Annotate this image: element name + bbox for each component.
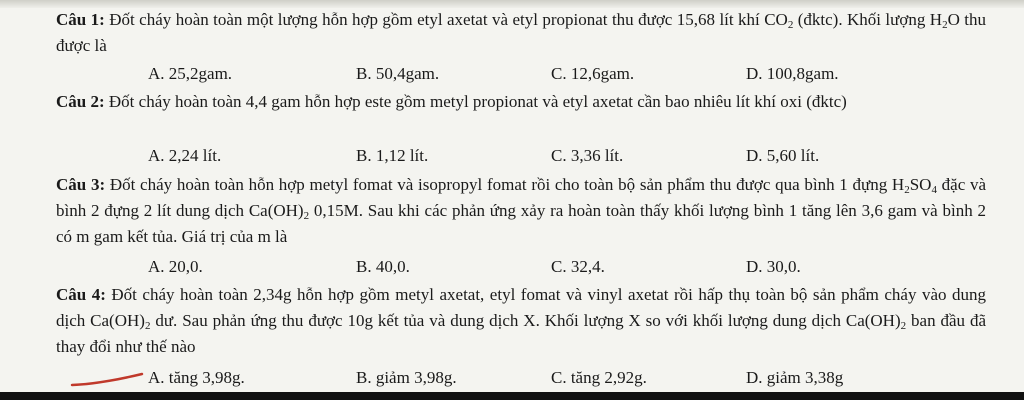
answers-2 [148,144,988,168]
answer-option-d[interactable]: D. 5,60 lít. [746,146,820,165]
question-text: 0,15M. Sau khi các phản ứng xảy ra hoàn toàn thấy khối lượng bình 1 tăng lên 3,6 gam và bình 2 có m gam kết tủa. Giá trị của m là [56,201,986,246]
question-2 [56,89,986,115]
answer-option-a[interactable]: A. 20,0. [148,257,203,276]
answer-option-b[interactable]: B. 1,12 lít. [356,146,429,165]
answer-option-d[interactable]: D. 100,8gam. [746,64,839,83]
answer-option-d[interactable]: D. giảm 3,38g [746,368,844,387]
subscript: 4 [931,184,937,196]
answer-option-c[interactable]: C. 12,6gam. [551,64,635,83]
question-text: ban đầu đã thay đổi như thế nào [56,311,986,356]
question-text: đặc và bình 2 đựng 2 lít dung dịch Ca(OH) [56,175,986,220]
subscript: 2 [303,210,310,222]
answer-option-b[interactable]: B. 50,4gam. [356,64,440,83]
answer-option-a[interactable]: A. 25,2gam. [148,64,233,83]
answer-option-a[interactable]: A. 2,24 lít. [148,146,222,165]
subscript: 2 [787,19,794,31]
question-text: Đốt cháy hoàn toàn hỗn hợp metyl fomat và isopropyl fomat rồi cho toàn bộ sản phẩm thu được qua bình 1 đựng H [105,175,905,194]
answers-3 [148,255,988,279]
answers-4 [148,366,988,390]
question-label: Câu 3: [56,175,106,194]
question-text: Đốt cháy hoàn toàn 4,4 gam hỗn hợp este gồm metyl propionat và etyl axetat cần bao nhiêu lít khí oxi (đktc) [104,92,847,111]
subscript: 2 [942,19,948,31]
answer-option-a[interactable]: A. tăng 3,98g. [148,368,245,387]
bottom-edge-bar [0,392,1024,400]
question-text: dư. Sau phản ứng thu được 10g kết tủa và dung dịch X. Khối lượng X so với khối lượng dung dịch Ca(OH) [150,311,901,330]
answer-option-d[interactable]: D. 30,0. [746,257,801,276]
answer-option-c[interactable]: C. tăng 2,92g. [551,368,647,387]
question-label: Câu 1: [56,10,105,29]
pen-mark-icon [70,370,145,388]
question-label: Câu 2: [56,92,105,111]
question-text: SO [909,175,932,194]
subscript: 2 [904,184,910,196]
answer-option-c[interactable]: C. 3,36 lít. [551,146,624,165]
question-text: (đktc). Khối lượng H [793,10,943,29]
answers-1 [148,62,988,86]
answer-option-c[interactable]: C. 32,4. [551,257,605,276]
question-4 [56,282,986,360]
question-1 [56,7,986,59]
subscript: 2 [144,320,151,332]
subscript: 2 [900,320,907,332]
question-3 [56,172,986,250]
question-text: O thu được là [56,10,986,55]
question-text: Đốt cháy hoàn toàn 2,34g hỗn hợp gồm metyl axetat, etyl fomat và vinyl axetat rồi hấp thụ toàn bộ sản phẩm cháy vào dung dịch Ca(OH) [56,285,986,330]
answer-option-b[interactable]: B. 40,0. [356,257,410,276]
question-text: Đốt cháy hoàn toàn một lượng hỗn hợp gồm etyl axetat và etyl propionat thu được 15,68 lít khí CO [104,10,788,29]
question-label: Câu 4: [56,285,106,304]
answer-option-b[interactable]: B. giảm 3,98g. [356,368,457,387]
